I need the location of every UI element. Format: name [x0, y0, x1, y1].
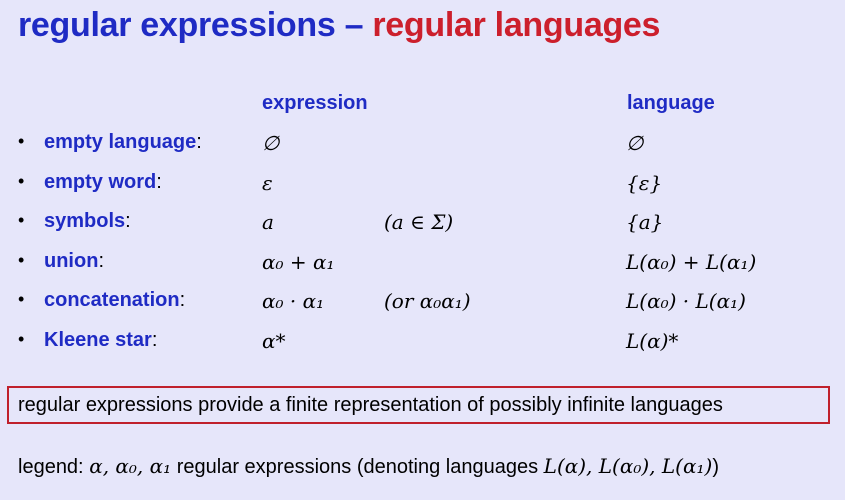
row-label — [44, 250, 104, 273]
row-expression: α* — [262, 329, 286, 353]
legend-symbols: α, α₀, α₁ — [89, 454, 172, 478]
row-language: L(α₀) + L(α₁) — [626, 250, 757, 274]
row-label-term: Kleene star — [44, 329, 152, 351]
row-empty-word — [0, 171, 845, 201]
row-language: ∅ — [626, 131, 644, 155]
row-language: {a} — [626, 210, 664, 234]
row-label — [44, 289, 185, 312]
title-separator: – — [335, 6, 373, 44]
column-header-language: language — [627, 92, 715, 114]
row-label — [44, 171, 162, 194]
slide-title — [18, 6, 660, 45]
row-label-term: empty language — [44, 131, 197, 153]
column-header-expression: expression — [262, 92, 368, 114]
row-label — [44, 131, 202, 154]
title-part-expressions: regular expressions — [18, 6, 336, 44]
bullet-icon: • — [18, 289, 25, 309]
row-symbols — [0, 210, 845, 240]
row-note: (a ∈ Σ) — [384, 210, 454, 234]
row-concatenation — [0, 289, 845, 319]
row-expression: ∅ — [262, 131, 280, 155]
legend-text: regular expressions (denoting languages — [176, 456, 539, 478]
row-label-colon: : — [179, 289, 186, 311]
row-expression: ε — [262, 171, 273, 195]
row-label — [44, 210, 131, 233]
row-label-colon: : — [156, 171, 162, 193]
row-note: (or α₀α₁) — [384, 289, 471, 313]
row-label-term: empty word — [44, 171, 157, 193]
row-empty-language — [0, 131, 845, 161]
row-expression: α₀ · α₁ — [262, 289, 325, 313]
legend-languages: L(α), L(α₀), L(α₁) — [543, 454, 713, 478]
row-label-term: concatenation — [44, 289, 180, 311]
row-expression: a — [262, 210, 274, 234]
bullet-icon: • — [18, 171, 25, 191]
title-part-languages: regular languages — [372, 6, 661, 44]
row-label-colon: : — [98, 250, 104, 272]
boxed-statement: regular expressions provide a finite representation of possibly infinite languages — [7, 386, 830, 424]
row-label-term: union — [44, 250, 99, 272]
legend-suffix: ) — [712, 456, 719, 478]
row-union — [0, 250, 845, 280]
row-kleene-star — [0, 329, 845, 359]
row-label-colon: : — [125, 210, 131, 232]
bullet-icon: • — [18, 329, 25, 349]
row-label-term: symbols — [44, 210, 126, 232]
row-expression: α₀ + α₁ — [262, 250, 335, 274]
legend — [18, 454, 719, 479]
bullet-icon: • — [18, 131, 25, 151]
legend-prefix: legend: — [18, 456, 84, 478]
row-language: {ε} — [626, 171, 663, 195]
row-label-colon: : — [151, 329, 158, 351]
row-language: L(α₀) · L(α₁) — [626, 289, 746, 313]
bullet-icon: • — [18, 210, 25, 230]
row-label-colon: : — [196, 131, 202, 153]
bullet-icon: • — [18, 250, 25, 270]
row-language: L(α)* — [626, 329, 679, 353]
row-label — [44, 329, 157, 352]
